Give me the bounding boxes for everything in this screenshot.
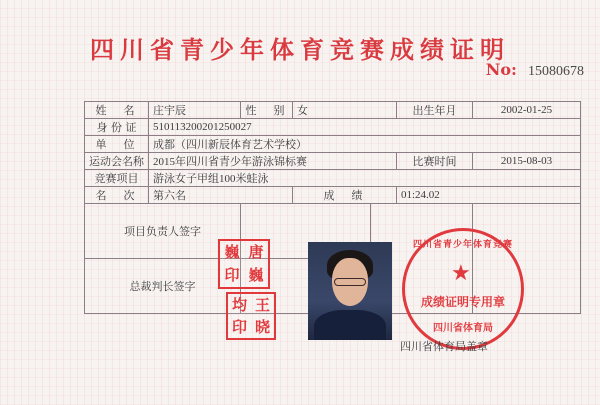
seal-char: 巍 [224, 243, 240, 261]
stamp-note: 四川省体育局盖章 [400, 340, 488, 353]
score-label: 成 绩 [293, 187, 397, 204]
row-id [85, 119, 581, 136]
rank-value: 第六名 [149, 187, 293, 204]
star-icon: ★ [451, 261, 471, 286]
id-label: 身 份 证 [85, 119, 149, 136]
athlete-photo [308, 242, 392, 340]
gender-value: 女 [293, 102, 397, 119]
row-event [85, 170, 581, 187]
row-rank [85, 187, 581, 204]
event-label: 竞赛项目 [85, 170, 149, 187]
birth-value: 2002-01-25 [473, 102, 581, 119]
name-value: 庄宇辰 [149, 102, 241, 119]
unit-label: 单 位 [85, 136, 149, 153]
referee-seal [226, 292, 276, 340]
photo-glasses [334, 278, 366, 286]
number-label: No: [485, 60, 517, 79]
date-value: 2015-08-03 [473, 153, 581, 170]
stamp-ring-text: 四川省青少年体育竞赛 [412, 240, 513, 250]
meet-label: 运动会名称 [85, 153, 149, 170]
date-label: 比赛时间 [397, 153, 473, 170]
score-value: 01:24.02 [397, 187, 581, 204]
stamp-middle-text: 成绩证明专用章 [420, 295, 505, 309]
seal-char: 印 [224, 266, 240, 284]
seal-char: 均 [231, 295, 247, 314]
rank-label: 名 次 [85, 187, 149, 204]
row-unit [85, 136, 581, 153]
seal-char: 唐 [248, 243, 264, 261]
seal-char: 王 [254, 295, 270, 314]
birth-label: 出生年月 [397, 102, 473, 119]
referee-sign-label: 总裁判长签字 [85, 259, 241, 314]
photo-body [314, 310, 386, 340]
seal-char: 晓 [254, 317, 270, 336]
stamp-bottom-text: 四川省体育局 [433, 323, 493, 334]
row-meet [85, 153, 581, 170]
leader-seal [218, 239, 270, 289]
row-name [85, 102, 581, 119]
event-value: 游泳女子甲组100米蛙泳 [149, 170, 581, 187]
meet-value: 2015年四川省青少年游泳锦标赛 [149, 153, 397, 170]
name-label: 姓 名 [85, 102, 149, 119]
seal-char: 巍 [248, 266, 264, 284]
certificate-number [486, 60, 584, 80]
certificate-title: 四川省青少年体育竞赛成绩证明 [90, 36, 510, 64]
seal-char: 印 [231, 317, 247, 336]
leader-sign-label: 项目负责人签字 [85, 204, 241, 259]
id-value: 510113200201250027 [149, 119, 581, 136]
official-stamp [402, 228, 524, 350]
number-value: 15080678 [528, 64, 584, 79]
gender-label: 性 别 [241, 102, 293, 119]
unit-value: 成都（四川新辰体育艺术学校） [149, 136, 581, 153]
